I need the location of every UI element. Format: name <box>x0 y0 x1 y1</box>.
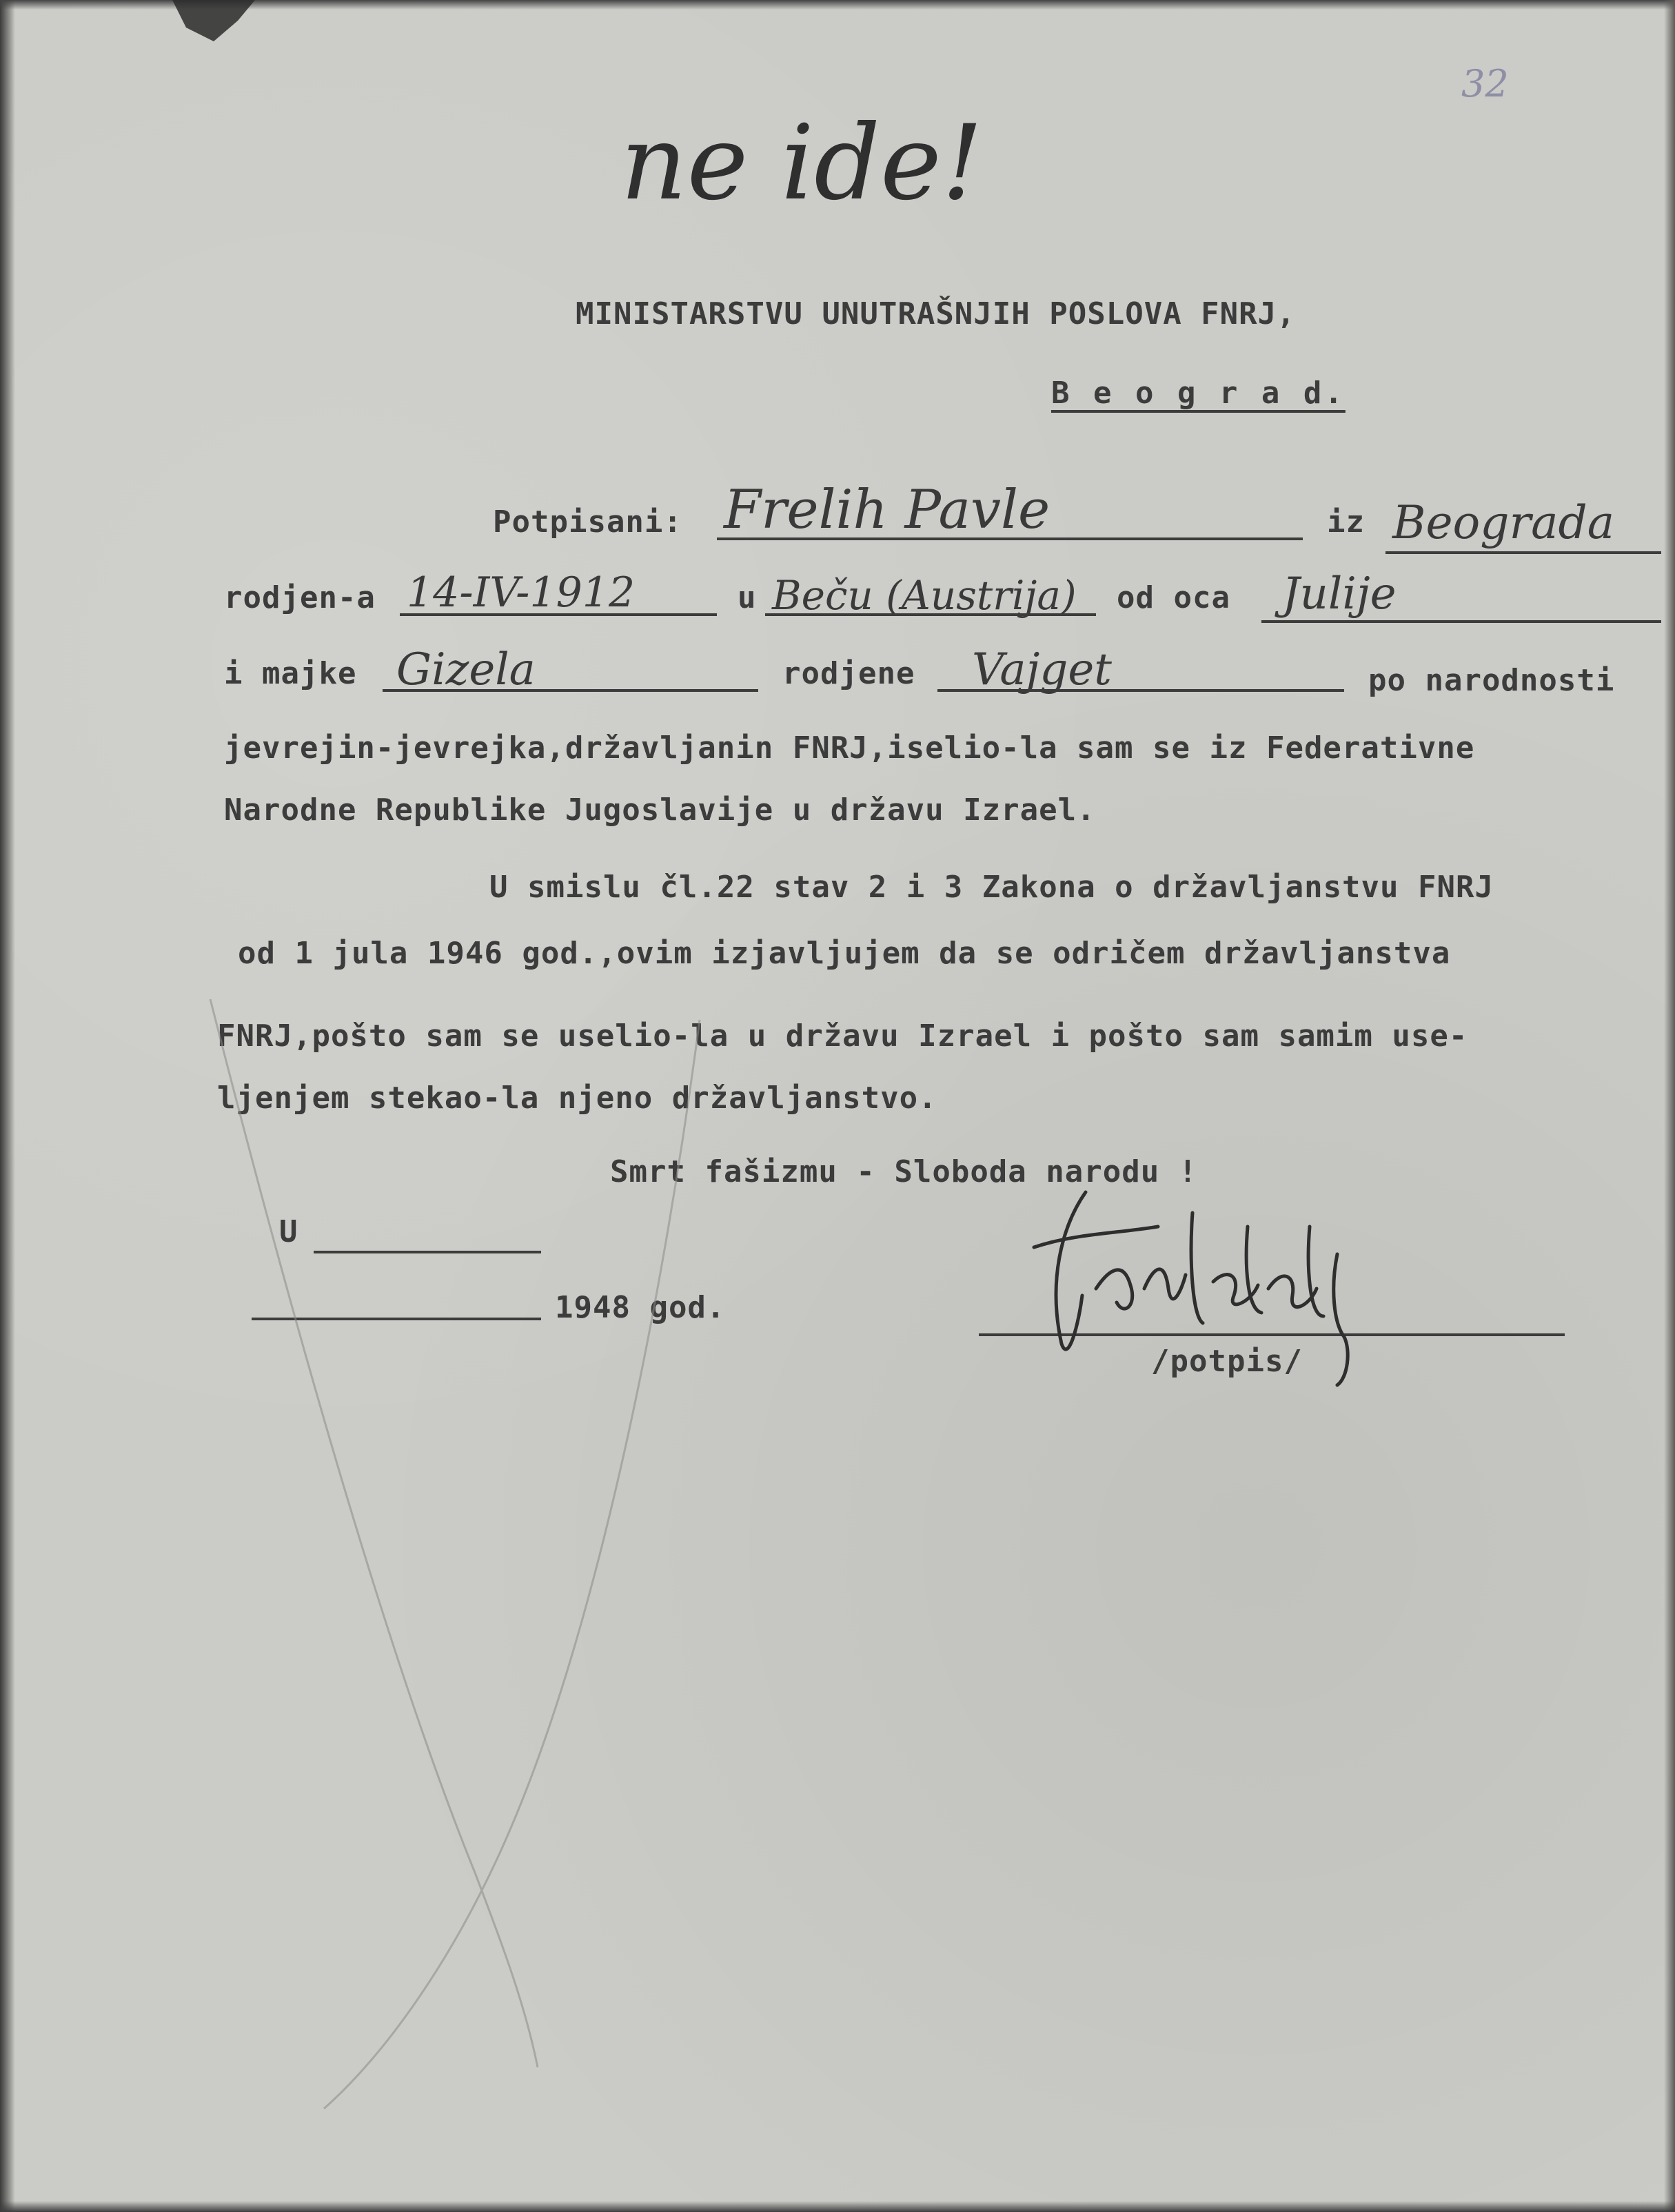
signature-caption: /potpis/ <box>1151 1344 1303 1379</box>
born-place-value: Beču (Austrija) <box>772 572 1077 619</box>
paragraph1-line2: Narodne Republike Jugoslavije u državu Izrael. <box>224 792 1096 828</box>
signed-label: Potpisani: <box>493 504 682 540</box>
paragraph2-line4: ljenjem stekao-la njeno državljanstvo. <box>217 1081 937 1116</box>
in-label: u <box>738 580 757 615</box>
handwritten-heading: ne ide! <box>620 103 984 223</box>
born-date-value: 14-IV-1912 <box>407 569 636 617</box>
father-name-value: Julije <box>1282 569 1397 619</box>
addressee-line: MINISTARSTVU UNUTRAŠNJIH POSLOVA FNRJ, <box>576 296 1296 331</box>
from-label: iz <box>1327 504 1365 540</box>
slogan: Smrt fašizmu - Sloboda narodu ! <box>610 1154 1198 1189</box>
maiden-name-value: Vajget <box>972 644 1112 695</box>
paragraph1-line1: jevrejin-jevrejka,državljanin FNRJ,iselio-la sam se iz Federativne <box>224 730 1475 766</box>
place-label: U <box>279 1214 298 1249</box>
mother-name-value: Gizela <box>396 644 536 695</box>
year-text: 1948 god. <box>555 1290 726 1325</box>
born-label: rodjen-a <box>224 580 376 615</box>
page-number: 32 <box>1461 62 1509 105</box>
maiden-label: rodjene <box>782 656 915 691</box>
nationality-label: po narodnosti <box>1368 663 1615 698</box>
signed-name-value: Frelih Pavle <box>724 479 1050 541</box>
mother-label: i majke <box>224 656 357 691</box>
father-label: od oca <box>1117 580 1230 615</box>
paragraph2-line1: U smislu čl.22 stav 2 i 3 Zakona o državljanstvu FNRJ <box>489 870 1494 905</box>
city-heading: B e o g r a d. <box>1051 376 1346 411</box>
paragraph2-line2: od 1 jula 1946 god.,ovim izjavljujem da se odričem državljanstva <box>238 936 1451 971</box>
paragraph2-line3: FNRJ,pošto sam se uselio-la u državu Izrael i pošto sam samim use- <box>217 1018 1468 1054</box>
from-value: Beograda <box>1392 496 1615 549</box>
